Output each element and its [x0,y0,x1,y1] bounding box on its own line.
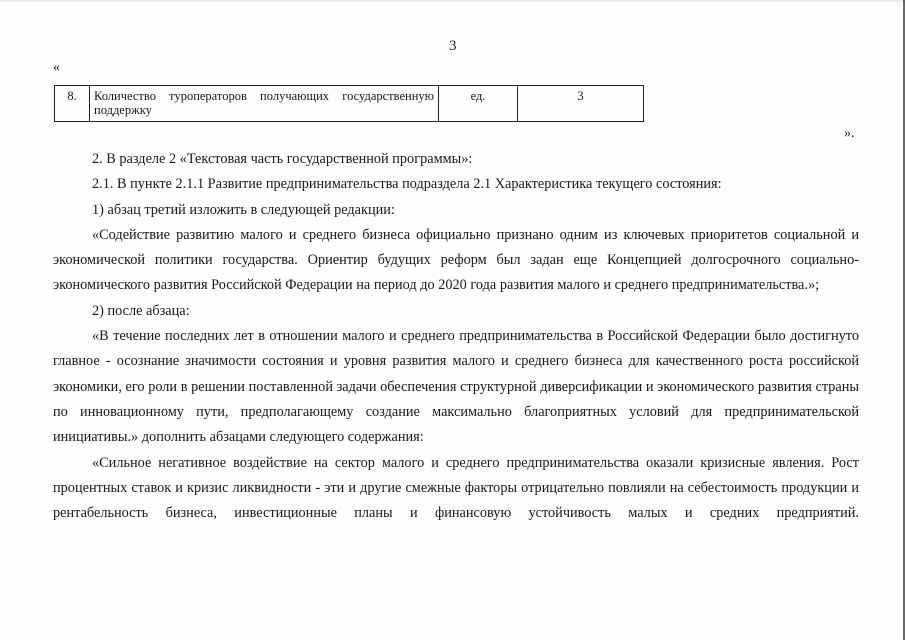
indicator-table [54,85,644,122]
opening-quote-mark: « [53,60,60,75]
paragraph-quote-support: «Содействие развитию малого и среднего бизнеса официально признано одним из ключевых приоритетов социальной и экономической политики государства. Ориентир будущих реформ был задан еще Концепцией долгосрочного социально-экономического развития Российской Федерации на период до 2020 года развития малого и среднего предпринимательства.»; [53,226,859,294]
scan-edge-top [0,0,905,3]
paragraph-subitem-2: 2) после абзаца: [92,302,190,319]
paragraph-subitem-1: 1) абзац третий изложить в следующей редакции: [92,201,395,218]
page-number: 3 [449,38,457,54]
value-cell: 3 [518,86,644,122]
document-body [53,147,859,526]
paragraph-item-2-1: 2.1. В пункте 2.1.1 Развитие предпринимательства подраздела 2.1 Характеристика текущего состояния: [92,176,722,193]
unit-cell: ед. [439,86,518,122]
table-row [55,86,644,122]
closing-quote-mark: ». [844,126,855,141]
indicator-name-cell: Количество туроператоров получающих государственную поддержку [90,86,439,122]
row-number-cell: 8. [55,86,90,122]
paragraph-section-2: 2. В разделе 2 «Текстовая часть государственной программы»: [92,151,473,167]
paragraph-quote-recent-years: «В течение последних лет в отношении малого и среднего предпринимательства в Российской Федерации было достигнуто главное - осознание значимости состояния и уровня развития малого и среднего бизнеса для качественного роста российской экономики, его роли в решении поставленной задачи обеспечения структурной диверсификации и экономического развития страны по инновационному пути, предполагающему создание максимально благоприятных условий для предпринимательской инициативы.» дополнить абзацами следующего содержания: [53,328,859,446]
paragraph-quote-negative-impact: «Сильное негативное воздействие на сектор малого и среднего предпринимательства оказали кризисные явления. Рост процентных ставок и кризис ликвидности - эти и другие смежные факторы отрицательно повлияли на себестоимость продукции и рентабельность бизнеса, инвестиционные планы и финансовую устойчивость малых и средних предприятий. [53,454,859,522]
